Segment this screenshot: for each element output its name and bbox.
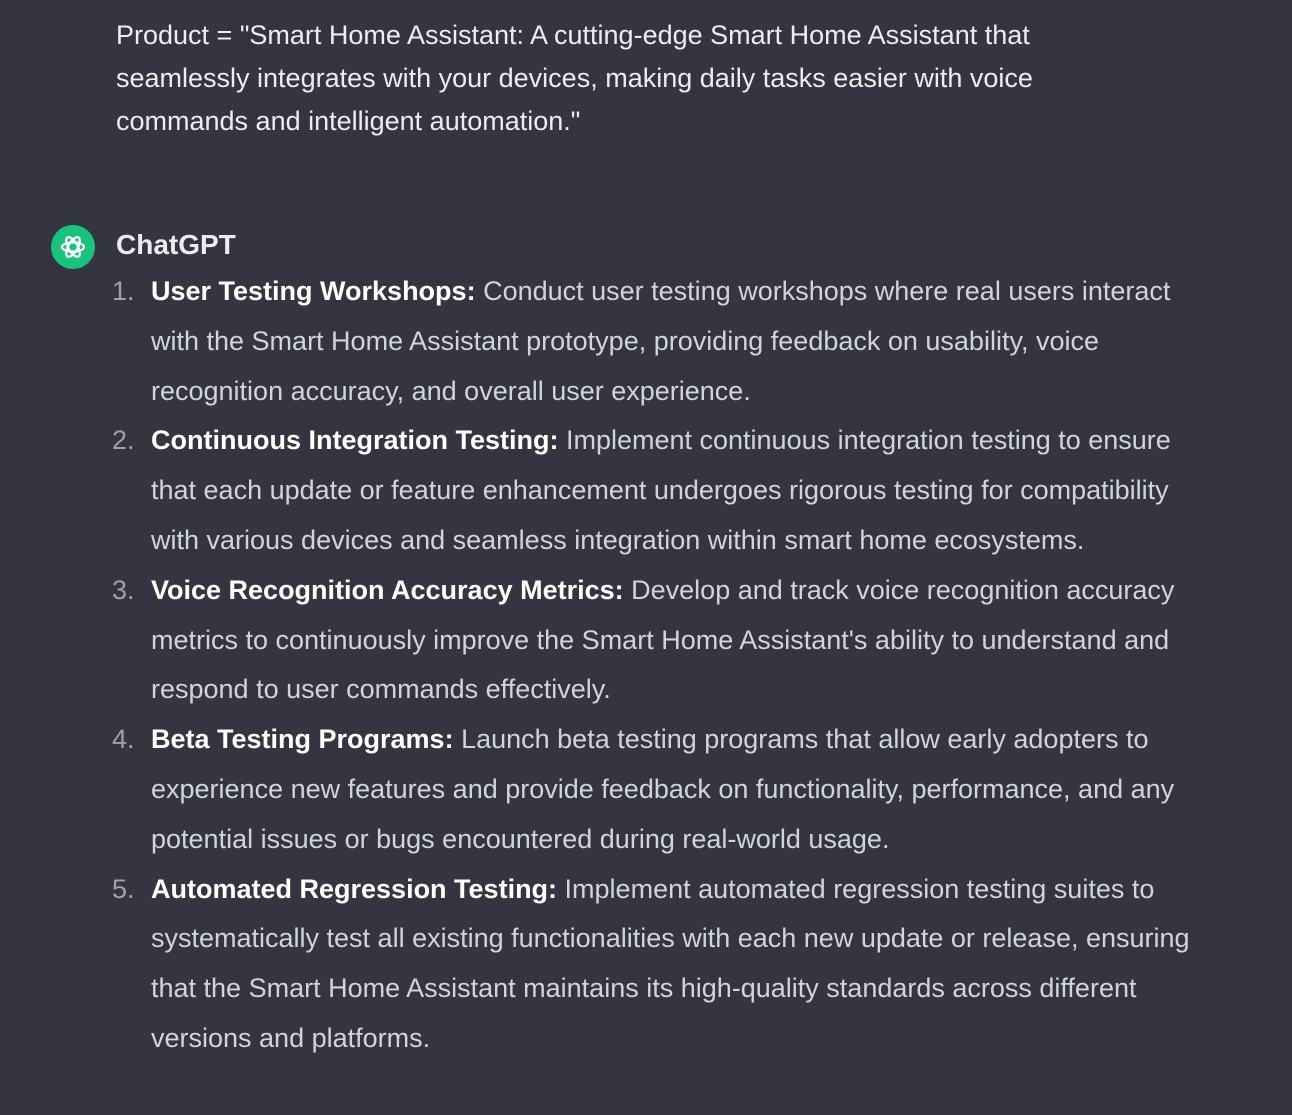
list-item-number: 2.: [112, 425, 135, 456]
openai-logo-icon: [57, 231, 89, 263]
assistant-avatar: [51, 225, 95, 269]
list-item: [112, 416, 1212, 565]
list-item-body: Conduct user testing workshops where real users interact with the Smart Home Assistant prototype, providing feedback on usability, voice recognition accuracy, and overall user experience.: [151, 276, 1171, 406]
list-item: [112, 865, 1212, 1064]
list-item-title: Voice Recognition Accuracy Metrics:: [151, 574, 624, 605]
list-item-title: User Testing Workshops:: [151, 276, 476, 306]
list-item-body: Implement continuous integration testing to ensure that each update or feature enhancement undergoes rigorous testing for compatibility with various devices and seamless integration within smart home ecosystems.: [151, 425, 1171, 555]
list-item-body: Launch beta testing programs that allow early adopters to experience new features and provide feedback on functionality, performance, and any potential issues or bugs encountered during real-world usage.: [151, 724, 1175, 854]
list-item-number: 4.: [112, 724, 135, 755]
list-item-title: Automated Regression Testing:: [151, 873, 558, 904]
list-item-number: 5.: [112, 873, 135, 904]
user-message-text: Product = "Smart Home Assistant: A cutting-edge Smart Home Assistant that seamlessly integrates with your devices, making daily tasks easier with voice commands and intelligent automation.": [116, 20, 1033, 136]
list-item-number: 1.: [112, 276, 135, 306]
list-item-body: Implement automated regression testing suites to systematically test all existing functionalities with each new update or release, ensuring that the Smart Home Assistant maintains its high-quality standards across different versions and platforms.: [151, 873, 1190, 1053]
assistant-answer-list: [112, 267, 1212, 1064]
list-item-title: Continuous Integration Testing:: [151, 425, 559, 456]
list-item-title: Beta Testing Programs:: [151, 724, 454, 755]
list-item-body: Develop and track voice recognition accuracy metrics to continuously improve the Smart Home Assistant's ability to understand and respond to user commands effectively.: [151, 574, 1175, 705]
list-item: [112, 267, 1212, 416]
assistant-name: ChatGPT: [116, 229, 236, 260]
list-item: [112, 566, 1212, 715]
list-item: [112, 715, 1212, 864]
list-item-number: 3.: [112, 574, 135, 605]
